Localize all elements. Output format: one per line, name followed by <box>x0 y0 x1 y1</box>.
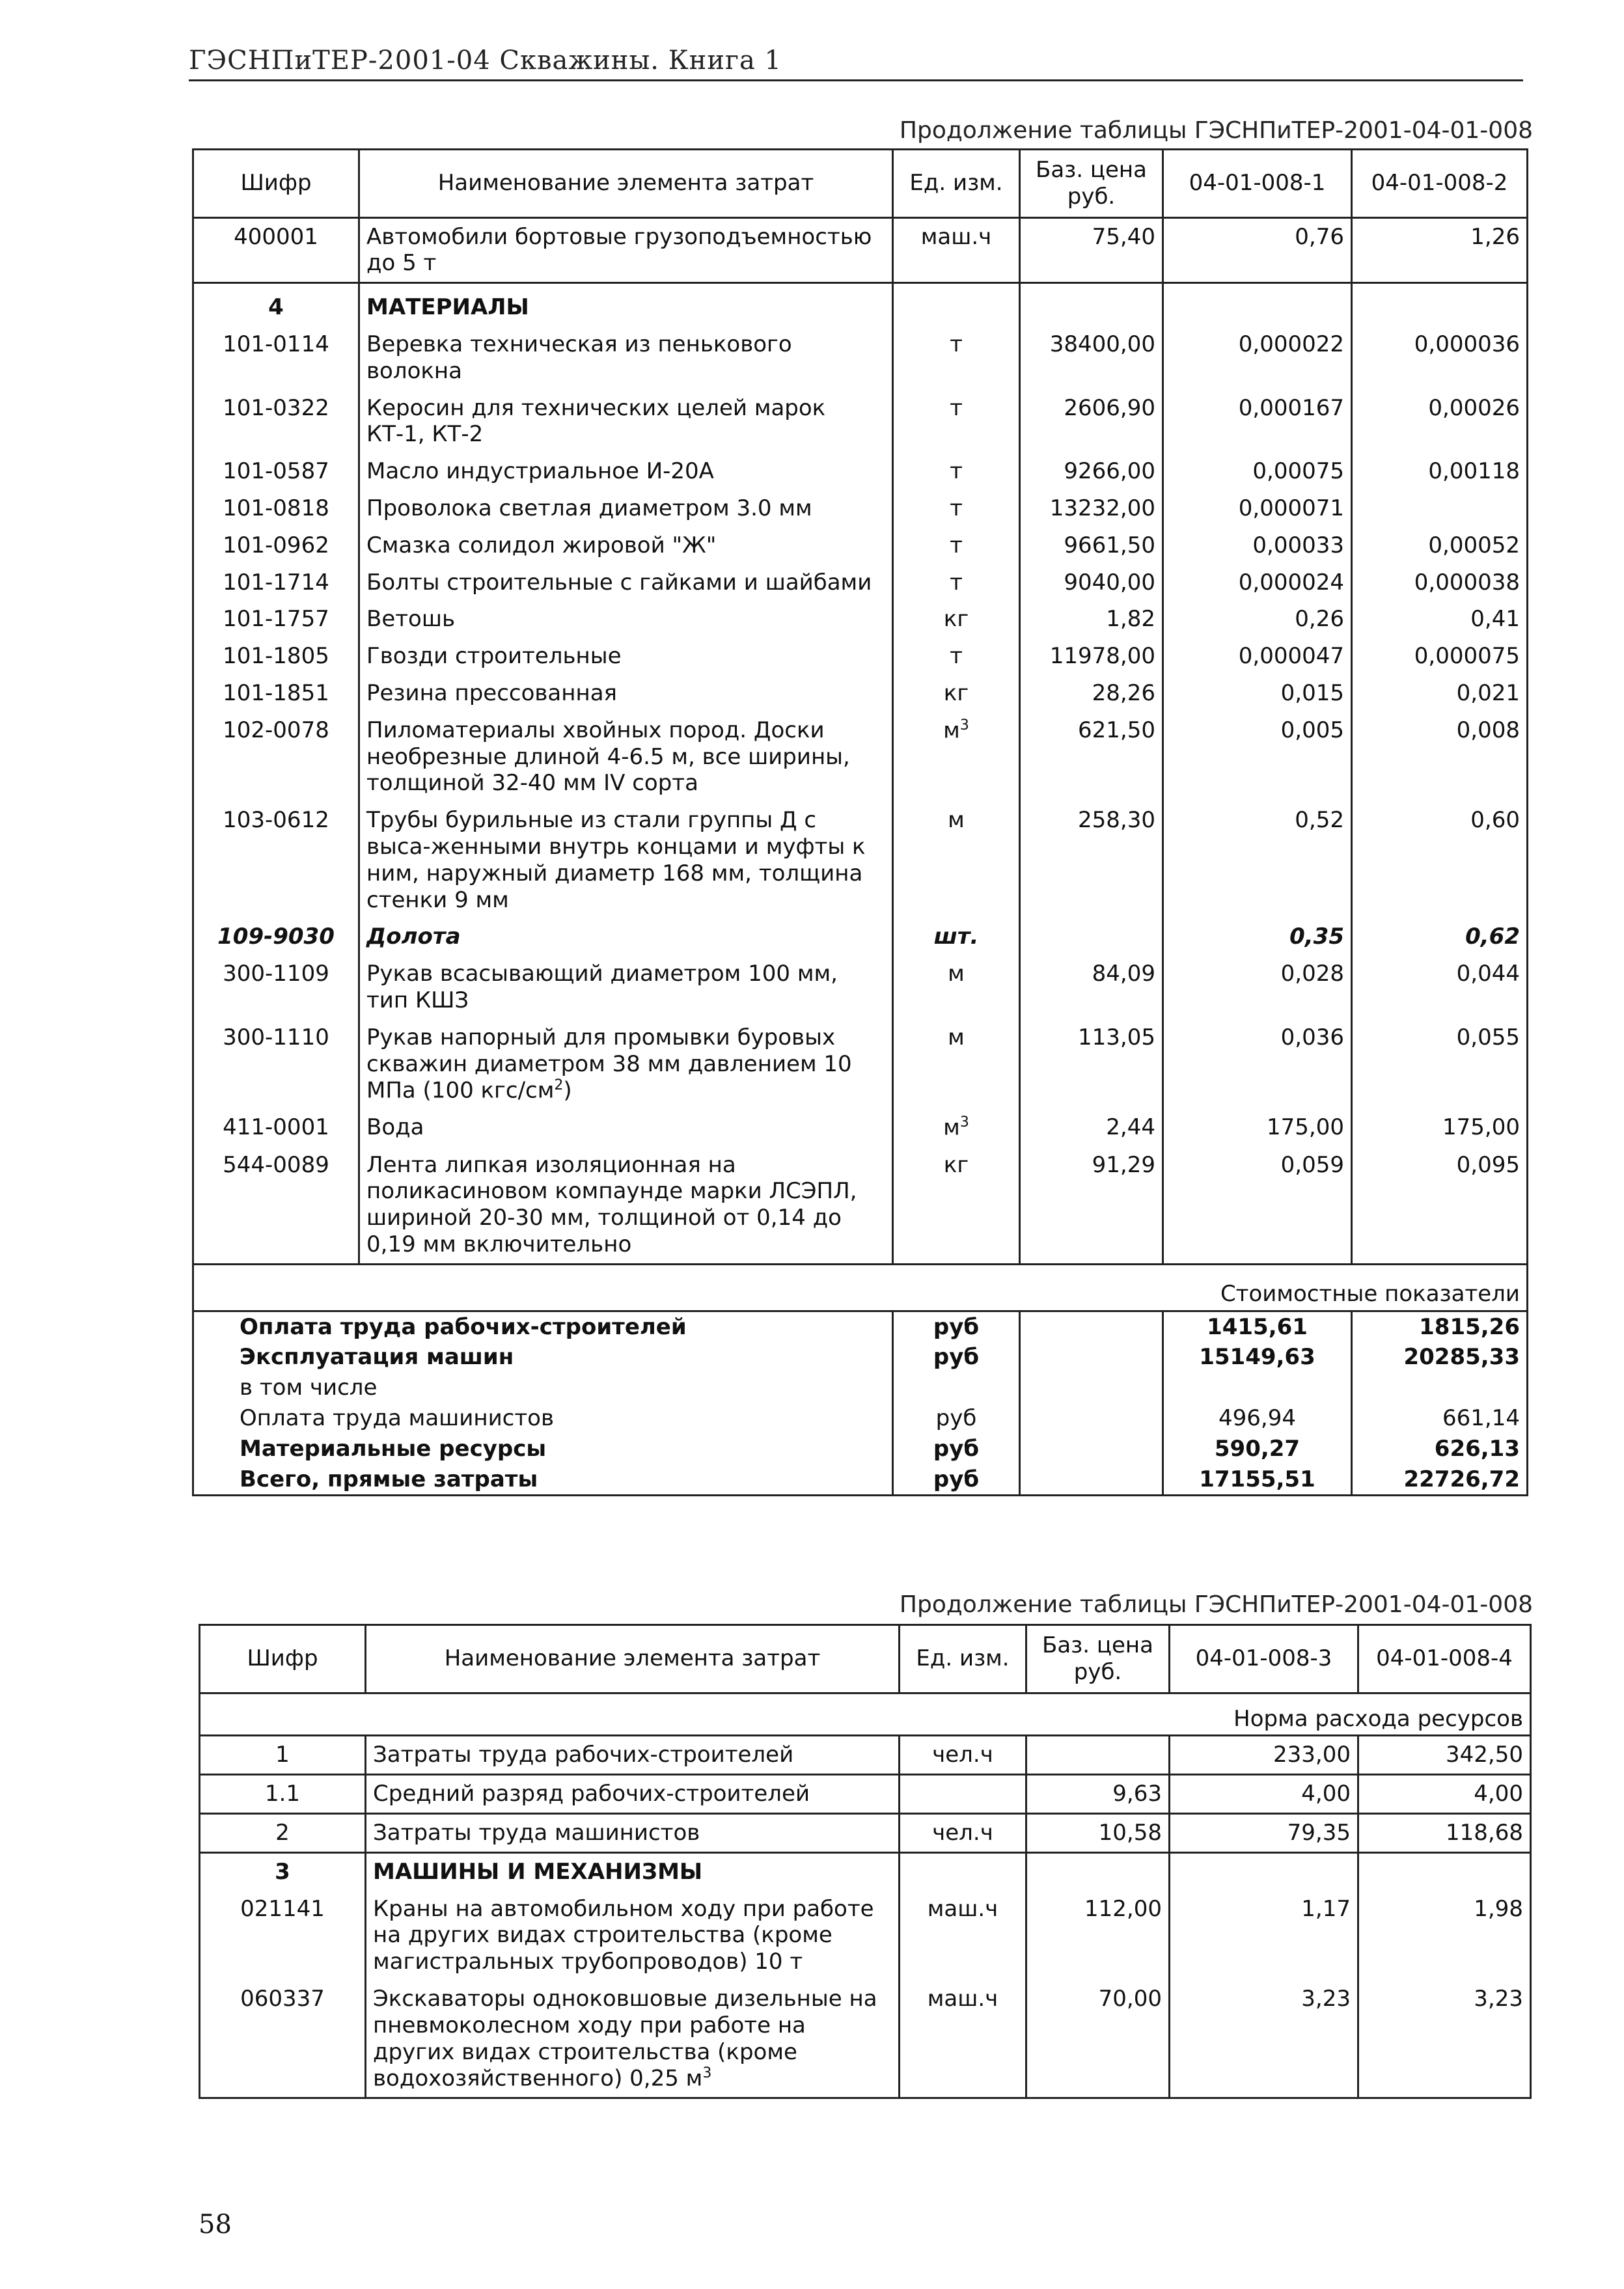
table-row <box>193 918 1528 955</box>
cost-label: Всего, прямые затраты <box>193 1464 893 1496</box>
cost-v2 <box>1352 1373 1528 1403</box>
row-name: Лента липкая изоляционная на поликасиновом компаунде марки ЛСЭПЛ, шириной 20-30 мм, толщиной от 0,14 до 0,19 мм включительно <box>359 1147 893 1265</box>
row-v1: 0,000047 <box>1163 638 1352 675</box>
cost-row <box>193 1434 1528 1464</box>
row-unit-superscript: 3 <box>959 1114 969 1131</box>
section-row-materials <box>193 283 1528 326</box>
table-row <box>193 453 1528 490</box>
cost-v1: 15149,63 <box>1163 1342 1352 1373</box>
row-code: 400001 <box>193 217 359 283</box>
row-v1: 3,23 <box>1170 1981 1358 2098</box>
row-v1: 0,76 <box>1163 217 1352 283</box>
row-v2: 1,26 <box>1352 217 1528 283</box>
row-unit: т <box>893 638 1020 675</box>
row-name: Гвозди строительные <box>359 638 893 675</box>
row-v1: 0,015 <box>1163 675 1352 712</box>
row-name: Смазка солидол жировой "Ж" <box>359 527 893 564</box>
col-header-v1: 04-01-008-3 <box>1170 1625 1358 1693</box>
table-row <box>200 1981 1531 2098</box>
row-v1: 0,000024 <box>1163 564 1352 601</box>
section-row-machines <box>200 1852 1531 1890</box>
row-v1: 0,000022 <box>1163 326 1352 390</box>
row-code: 101-0818 <box>193 490 359 527</box>
row-v2: 0,095 <box>1352 1147 1528 1265</box>
row-price: 112,00 <box>1026 1891 1170 1981</box>
row-v2: 0,055 <box>1352 1019 1528 1110</box>
row-code: 101-1757 <box>193 601 359 638</box>
row-name-superscript: 3 <box>702 2065 712 2082</box>
row-unit: чел.ч <box>900 1736 1026 1775</box>
empty-cell <box>1358 1852 1531 1890</box>
col-header-v1: 04-01-008-1 <box>1163 150 1352 218</box>
cost-row <box>193 1373 1528 1403</box>
cost-v2: 20285,33 <box>1352 1342 1528 1373</box>
row-v1: 0,35 <box>1163 918 1352 955</box>
row-v2: 342,50 <box>1358 1736 1531 1775</box>
row-unit <box>900 1775 1026 1814</box>
table-row <box>193 1019 1528 1110</box>
row-unit <box>893 712 1020 802</box>
table-row <box>193 712 1528 802</box>
cost-price <box>1020 1311 1163 1342</box>
running-header: ГЭСНПиТЕР-2001-04 Скважины. Книга 1 <box>189 46 1523 81</box>
row-v2: 0,62 <box>1352 918 1528 955</box>
row-price: 9040,00 <box>1020 564 1163 601</box>
row-unit: м <box>893 802 1020 918</box>
row-price: 9,63 <box>1026 1775 1170 1814</box>
cost-note-row <box>193 1264 1528 1311</box>
cost-unit: руб <box>893 1434 1020 1464</box>
table-row <box>193 601 1528 638</box>
empty-cell <box>900 1852 1026 1890</box>
row-price: 621,50 <box>1020 712 1163 802</box>
row-code: 544-0089 <box>193 1147 359 1265</box>
table-row <box>200 1736 1531 1775</box>
row-code: 102-0078 <box>193 712 359 802</box>
row-unit: маш.ч <box>893 217 1020 283</box>
row-v2: 175,00 <box>1352 1109 1528 1146</box>
cost-v2: 661,14 <box>1352 1403 1528 1434</box>
row-v1: 79,35 <box>1170 1813 1358 1852</box>
cost-v2: 1815,26 <box>1352 1311 1528 1342</box>
row-unit: т <box>893 490 1020 527</box>
cost-price <box>1020 1403 1163 1434</box>
row-v2: 118,68 <box>1358 1813 1531 1852</box>
row-name: Масло индустриальное И-20А <box>359 453 893 490</box>
cost-price <box>1020 1342 1163 1373</box>
row-price: 10,58 <box>1026 1813 1170 1852</box>
table-row <box>193 217 1528 283</box>
section-title: МАШИНЫ И МЕХАНИЗМЫ <box>366 1852 900 1890</box>
cost-label: Эксплуатация машин <box>193 1342 893 1373</box>
row-code: 101-0322 <box>193 390 359 454</box>
row-price: 91,29 <box>1020 1147 1163 1265</box>
col-header-price: Баз. цена руб. <box>1026 1625 1170 1693</box>
cost-unit: руб <box>893 1403 1020 1434</box>
row-code: 101-1851 <box>193 675 359 712</box>
row-unit-text: м <box>943 717 960 744</box>
cost-v1: 496,94 <box>1163 1403 1352 1434</box>
table1-header-row <box>193 150 1528 218</box>
cost-row <box>193 1311 1528 1342</box>
row-v1: 233,00 <box>1170 1736 1358 1775</box>
row-unit-superscript: 3 <box>959 717 969 733</box>
cost-price <box>1020 1373 1163 1403</box>
row-v1: 0,00075 <box>1163 453 1352 490</box>
page-number: 58 <box>199 2210 232 2240</box>
row-name-superscript: 2 <box>554 1077 564 1094</box>
row-name: Резина прессованная <box>359 675 893 712</box>
row-code: 101-0587 <box>193 453 359 490</box>
row-name: Керосин для технических целей марок КТ-1, КТ-2 <box>359 390 893 454</box>
row-price: 38400,00 <box>1020 326 1163 390</box>
table-row <box>193 564 1528 601</box>
row-v1: 0,52 <box>1163 802 1352 918</box>
table-row <box>193 490 1528 527</box>
table-row <box>193 675 1528 712</box>
table-row <box>200 1891 1531 1981</box>
row-unit: кг <box>893 675 1020 712</box>
row-unit: т <box>893 453 1020 490</box>
row-name-tail: ) <box>563 1077 572 1104</box>
table-row <box>193 1147 1528 1265</box>
row-price: 11978,00 <box>1020 638 1163 675</box>
row-code: 060337 <box>200 1981 366 2098</box>
table2 <box>199 1624 1532 2099</box>
cost-v1: 17155,51 <box>1163 1464 1352 1496</box>
col-header-v2: 04-01-008-4 <box>1358 1625 1531 1693</box>
table-row <box>193 1109 1528 1146</box>
row-code: 2 <box>200 1813 366 1852</box>
table1-continuation-note: Продолжение таблицы ГЭСНПиТЕР-2001-04-01-008 <box>899 117 1533 144</box>
section-code: 3 <box>200 1852 366 1890</box>
row-name <box>359 1019 893 1110</box>
row-unit: шт. <box>893 918 1020 955</box>
row-price: 2,44 <box>1020 1109 1163 1146</box>
row-name: Затраты труда рабочих-строителей <box>366 1736 900 1775</box>
row-v1: 175,00 <box>1163 1109 1352 1146</box>
row-name: Веревка техническая из пенькового волокна <box>359 326 893 390</box>
row-price: 28,26 <box>1020 675 1163 712</box>
row-v2: 0,008 <box>1352 712 1528 802</box>
cost-row <box>193 1342 1528 1373</box>
row-name: Автомобили бортовые грузоподъемностью до 5 т <box>359 217 893 283</box>
row-code: 109-9030 <box>193 918 359 955</box>
row-name: Рукав всасывающий диаметром 100 мм, тип КШЗ <box>359 955 893 1019</box>
row-unit <box>893 1109 1020 1146</box>
cost-note: Стоимостные показатели <box>193 1264 1528 1311</box>
row-unit: т <box>893 564 1020 601</box>
row-price: 13232,00 <box>1020 490 1163 527</box>
cost-v2: 626,13 <box>1352 1434 1528 1464</box>
row-v2: 4,00 <box>1358 1775 1531 1814</box>
row-v1: 0,00033 <box>1163 527 1352 564</box>
row-unit: т <box>893 326 1020 390</box>
cost-row <box>193 1403 1528 1434</box>
row-v2: 0,60 <box>1352 802 1528 918</box>
row-v1: 0,036 <box>1163 1019 1352 1110</box>
row-price: 9661,50 <box>1020 527 1163 564</box>
cost-v1 <box>1163 1373 1352 1403</box>
row-v2: 0,044 <box>1352 955 1528 1019</box>
cost-v1: 590,27 <box>1163 1434 1352 1464</box>
norm-note-row <box>200 1693 1531 1736</box>
col-header-v2: 04-01-008-2 <box>1352 150 1528 218</box>
row-v1: 1,17 <box>1170 1891 1358 1981</box>
row-name: Средний разряд рабочих-строителей <box>366 1775 900 1814</box>
row-v2: 0,00026 <box>1352 390 1528 454</box>
row-code: 021141 <box>200 1891 366 1981</box>
row-v2: 1,98 <box>1358 1891 1531 1981</box>
row-name <box>366 1981 900 2098</box>
row-name: Проволока светлая диаметром 3.0 мм <box>359 490 893 527</box>
row-v2: 3,23 <box>1358 1981 1531 2098</box>
table2-header-row <box>200 1625 1531 1693</box>
col-header-name: Наименование элемента затрат <box>359 150 893 218</box>
row-price: 9266,00 <box>1020 453 1163 490</box>
col-header-code: Шифр <box>200 1625 366 1693</box>
row-unit: кг <box>893 1147 1020 1265</box>
cost-label: Оплата труда машинистов <box>193 1403 893 1434</box>
row-code: 101-1714 <box>193 564 359 601</box>
row-name: Затраты труда машинистов <box>366 1813 900 1852</box>
row-price: 258,30 <box>1020 802 1163 918</box>
col-header-unit: Ед. изм. <box>893 150 1020 218</box>
row-code: 101-0114 <box>193 326 359 390</box>
row-price <box>1026 1736 1170 1775</box>
table-row <box>200 1775 1531 1814</box>
row-v2: 0,000036 <box>1352 326 1528 390</box>
cost-price <box>1020 1434 1163 1464</box>
row-v1: 4,00 <box>1170 1775 1358 1814</box>
row-v1: 0,028 <box>1163 955 1352 1019</box>
cost-unit <box>893 1373 1020 1403</box>
row-code: 300-1109 <box>193 955 359 1019</box>
row-price: 2606,90 <box>1020 390 1163 454</box>
row-name: Болты строительные с гайками и шайбами <box>359 564 893 601</box>
row-unit-text: м <box>943 1114 960 1141</box>
row-name: Долота <box>359 918 893 955</box>
row-price: 75,40 <box>1020 217 1163 283</box>
table-row <box>193 802 1528 918</box>
row-price: 84,09 <box>1020 955 1163 1019</box>
table-row <box>200 1813 1531 1852</box>
row-v1: 0,26 <box>1163 601 1352 638</box>
row-code: 300-1110 <box>193 1019 359 1110</box>
row-unit: м <box>893 955 1020 1019</box>
cost-price <box>1020 1464 1163 1496</box>
row-code: 1.1 <box>200 1775 366 1814</box>
row-v2: 0,000038 <box>1352 564 1528 601</box>
row-v2: 0,000075 <box>1352 638 1528 675</box>
row-v1: 0,059 <box>1163 1147 1352 1265</box>
row-v1: 0,000071 <box>1163 490 1352 527</box>
row-code: 411-0001 <box>193 1109 359 1146</box>
cost-v1: 1415,61 <box>1163 1311 1352 1342</box>
row-v1: 0,000167 <box>1163 390 1352 454</box>
row-unit: маш.ч <box>900 1891 1026 1981</box>
col-header-price: Баз. цена руб. <box>1020 150 1163 218</box>
row-unit: маш.ч <box>900 1981 1026 2098</box>
row-v1: 0,005 <box>1163 712 1352 802</box>
row-code: 101-1805 <box>193 638 359 675</box>
table1 <box>192 148 1528 1496</box>
cost-label: в том числе <box>193 1373 893 1403</box>
row-unit: кг <box>893 601 1020 638</box>
section-title: МАТЕРИАЛЫ <box>359 283 893 326</box>
table-row <box>193 638 1528 675</box>
row-unit: т <box>893 390 1020 454</box>
cost-label: Материальные ресурсы <box>193 1434 893 1464</box>
row-name: Вода <box>359 1109 893 1146</box>
row-unit: чел.ч <box>900 1813 1026 1852</box>
table-row <box>193 390 1528 454</box>
row-name: Ветошь <box>359 601 893 638</box>
row-price <box>1020 918 1163 955</box>
table-row <box>193 955 1528 1019</box>
cost-unit: руб <box>893 1342 1020 1373</box>
empty-cell <box>1170 1852 1358 1890</box>
row-price: 70,00 <box>1026 1981 1170 2098</box>
col-header-code: Шифр <box>193 150 359 218</box>
norm-note: Норма расхода ресурсов <box>200 1693 1531 1736</box>
row-v2: 0,021 <box>1352 675 1528 712</box>
row-price: 1,82 <box>1020 601 1163 638</box>
row-name: Краны на автомобильном ходу при работе на других видах строительства (кроме магистральных трубопроводов) 10 т <box>366 1891 900 1981</box>
row-name-text: Рукав напорный для промывки буровых скважин диаметром 38 мм давлением 10 МПа (100 кгс/см <box>366 1024 852 1104</box>
row-code: 101-0962 <box>193 527 359 564</box>
empty-cell <box>1026 1852 1170 1890</box>
row-code: 1 <box>200 1736 366 1775</box>
table-row <box>193 527 1528 564</box>
row-code: 103-0612 <box>193 802 359 918</box>
cost-v2: 22726,72 <box>1352 1464 1528 1496</box>
table-row <box>193 326 1528 390</box>
cost-unit: руб <box>893 1311 1020 1342</box>
row-v2: 0,00118 <box>1352 453 1528 490</box>
col-header-name: Наименование элемента затрат <box>366 1625 900 1693</box>
row-v2: 0,00052 <box>1352 527 1528 564</box>
col-header-unit: Ед. изм. <box>900 1625 1026 1693</box>
row-unit: т <box>893 527 1020 564</box>
row-name: Трубы бурильные из стали группы Д с выса-женными внутрь концами и муфты к ним, наружный диаметр 168 мм, толщина стенки 9 мм <box>359 802 893 918</box>
row-unit: м <box>893 1019 1020 1110</box>
section-code: 4 <box>193 283 359 326</box>
cost-unit: руб <box>893 1464 1020 1496</box>
row-v2: 0,41 <box>1352 601 1528 638</box>
row-name-text: Экскаваторы одноковшовые дизельные на пневмоколесном ходу при работе на других видах строительства (кроме водохозяйственного) 0,25 м <box>373 1985 877 2092</box>
row-name: Пиломатериалы хвойных пород. Доски необрезные длиной 4-6.5 м, все ширины, толщиной 32-40 мм IV сорта <box>359 712 893 802</box>
row-v2 <box>1352 490 1528 527</box>
row-price: 113,05 <box>1020 1019 1163 1110</box>
cost-row <box>193 1464 1528 1496</box>
table2-continuation-note: Продолжение таблицы ГЭСНПиТЕР-2001-04-01-008 <box>899 1591 1533 1618</box>
cost-label: Оплата труда рабочих-строителей <box>193 1311 893 1342</box>
